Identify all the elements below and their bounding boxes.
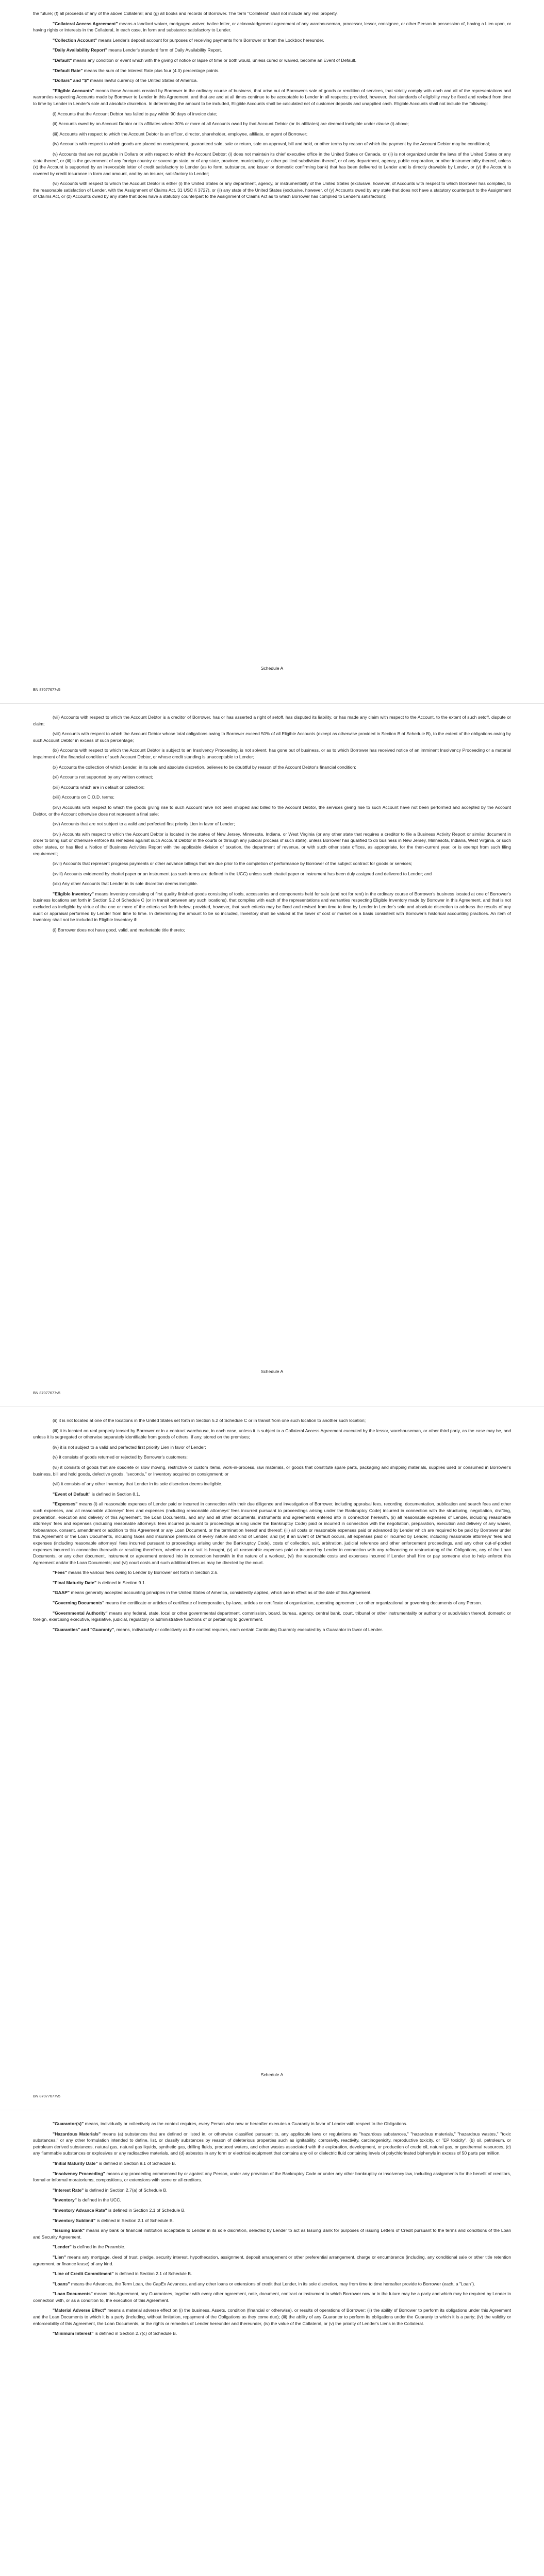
clause-paragraph — [33, 1417, 511, 1424]
definition-paragraph — [33, 47, 511, 54]
page-footer — [33, 2072, 511, 2098]
page-body — [33, 2121, 511, 2337]
paragraph-text: means a material adverse effect on (i) the business, Assets, condition (financial or otherwise), or results of operations of Borrower; (ii) the ability of Borrower to perform its obligations under this Agreement and the Loan Documents to which it is a party (including, without limitation, repayment of the Obligations as they come due); (iii) the ability of any Guarantor to perform its obligations under the Guaranty to which it is a party; (iv) the validity or enforceability of this Agreement, the Loan Documents, or the rights or remedies of Lender hereunder and thereunder, (iv) the value of the Collateral, or (v) the priority of Lender's Liens in the Collateral. — [33, 2308, 511, 2326]
paragraph-text: means those Accounts created by Borrower in the ordinary course of business, that arise out of Borrower's sale of goods or rendition of services, that strictly comply with each and all of the representations and warranties respecting Accounts made by Borrower to Lender in this Agreement, and that are and at all times continue to be acceptable to Lender in all respects; provided, however, that standards of eligibility may be fixed and revised from time to time by Lender in Lender's sole and absolute discretion. In determining the amount to be included, Eligible Accounts shall be calculated net of customer deposits and unapplied cash. Eligible Accounts shall not include the following: — [33, 88, 511, 106]
paragraph-text: is defined in Section 2.7(c) of Schedule B. — [93, 2331, 177, 2336]
schedule-label: Schedule A — [260, 2072, 284, 2077]
clause-paragraph — [33, 747, 511, 760]
document-id: BN 87077677v5 — [33, 1391, 61, 1395]
paragraph-text: (iii) it is located on real property leased by Borrower or in a contract warehouse, in each case, unless it is subject to a Collateral Access Agreement executed by the lessor, warehouseman, or other third party, as the case may be, and unless it is segregated or otherwise separately identifiable from goods of others, if any, stored on the premises; — [33, 1428, 511, 1440]
paragraph-text: (iii) Accounts with respect to which the Account Debtor is an officer, director, shareholder, employee, affiliate, or agent of Borrower; — [53, 131, 308, 137]
paragraph-text: means the Advances, the Term Loan, the CapEx Advances, and any other loans or extensions of credit that Lender, in its sole discretion, may from time to time hereafter provide to Borrower (each, a "Loan"). — [70, 2281, 475, 2286]
paragraph-text: (vi) it consists of goods that are obsolete or slow moving, restrictive or custom items, work-in-process, raw materials, or goods that constitute spare parts, packaging and shipping materials, supplies used or consumed in Borrower's business, bill and hold goods, defective goods, "seconds," or Inventory acquired on consignment; or — [33, 1464, 511, 1477]
paragraph-text: is defined in Section 2.1 of Schedule B. — [107, 2207, 186, 2213]
paragraph-text: means any proceeding commenced by or against any Person, under any provision of the Bankruptcy Code or under any other bankruptcy or insolvency law, including assignments for the benefit of creditors, formal or informal moratoriums, compositions, or extensions with some or all creditors. — [33, 2171, 511, 2183]
schedule-label: Schedule A — [260, 666, 284, 671]
schedule-label: Schedule A — [260, 1369, 284, 1374]
page-1 — [0, 0, 544, 703]
paragraph-text: means Lender's standard form of Daily Availability Report. — [107, 47, 222, 53]
definition-paragraph — [33, 2254, 511, 2267]
page-body — [33, 10, 511, 200]
definition-paragraph — [33, 37, 511, 44]
paragraph-text: (xvii) Accounts that represent progress payments or other advance billings that are due prior to the completion of performance by Borrower of the subject contract for goods or services; — [53, 861, 413, 867]
defined-term: "Initial Maturity Date" — [53, 2160, 98, 2166]
paragraph-text: means the sum of the Interest Rate plus four (4.0) percentage points. — [83, 67, 220, 73]
definition-paragraph — [33, 2171, 511, 2183]
definition-paragraph — [33, 2244, 511, 2250]
paragraph-text: means any federal, state, local or other governmental department, commission, board, bureau, agency, central bank, court, tribunal or other instrumentality or authority or subdivision thereof, domestic or foreign, exercising executive, legislative, judicial, regulatory or administrative functions of or pertaining to government. — [33, 1610, 511, 1622]
document-id: BN 87077677v5 — [33, 2094, 61, 2098]
definition-paragraph — [33, 67, 511, 74]
page-footer — [33, 1369, 511, 1395]
paragraph-text: (xiii) Accounts on C.O.D. terms; — [53, 794, 114, 800]
defined-term: "Governing Documents" — [53, 1600, 105, 1606]
paragraph-text: (v) Accounts that are not payable in Dollars or with respect to which the Account Debtor: (i) does not maintain its chief executive office in the United States or Canada, or (ii) is not organized under the laws of the United States or any state thereof, or (iii) is the government of any foreign country or sovereign state, or of any state, province, municipality, or other political subdivision thereof, or of any department, agency, public corporation, or other instrumentality thereof, unless (x) the Account is supported by an irrevocable letter of credit satisfactory to Lender (as to form, substance, and issuer or domestic confirming bank) that has been delivered to Lender and is directly drawable by Lender, or (y) the Account is covered by credit insurance in form and amount, and by an insurer, satisfactory to Lender; — [33, 151, 511, 176]
defined-term: "Line of Credit Commitment" — [53, 2271, 114, 2277]
clause-paragraph — [33, 831, 511, 857]
defined-term: "Fees" — [53, 1570, 67, 1575]
defined-term: "Final Maturity Date" — [53, 1580, 97, 1585]
paragraph-text: is defined in Section 9.1. — [96, 1580, 146, 1585]
page-body — [33, 1417, 511, 1633]
defined-term: "Issuing Bank" — [53, 2228, 85, 2233]
paragraph-text: (iv) it is not subject to a valid and perfected first priority Lien in favor of Lender; — [53, 1444, 206, 1450]
paragraph-text: (xii) Accounts which are in default or collection; — [53, 784, 145, 790]
clause-paragraph — [33, 804, 511, 817]
clause-paragraph — [33, 1481, 511, 1487]
defined-term: "Interest Rate" — [53, 2187, 84, 2193]
paragraph-text: means Lender's deposit account for purposes of receiving payments from Borrower or from the Lockbox hereunder. — [97, 37, 324, 43]
defined-term: "Event of Default" — [53, 1491, 91, 1497]
definition-paragraph — [33, 1610, 511, 1623]
clause-paragraph — [33, 860, 511, 867]
definition-paragraph — [33, 2291, 511, 2303]
paragraph-text: means (i) all reasonable expenses of Lender paid or incurred in connection with their due diligence and investigation of Borrower, including appraisal fees, recording, documentation, publication and search fees and other such expenses, and all reasonable attorneys' fees and expenses (including reasonable attorneys' fees incurred pursuant to proceedings arising under the Bankruptcy Code) incurred in connection with the structuring, negotiation, drafting, preparation, execution and delivery of this Agreement, the Loan Documents, and any and all other documents, instruments and agreements entered into in connection herewith, (ii) all reasonable expenses of Lender, including reasonable attorneys' fees and expenses (including reasonable attorneys' fees incurred pursuant to proceedings arising under the Bankruptcy Code) paid or incurred in connection with the negotiation, preparation, execution and delivery of any waiver, forbearance, consent, amendment or addition to this Agreement or any Loan Document, or the termination hereof and thereof; (iii) all costs or reasonable expenses paid or advanced by Lender which are required to be paid by Borrower under this Agreement or the Loan Documents, including taxes and insurance premiums of every nature and kind of Lender; and (iv) if an Event of Default occurs, all expenses paid or incurred by Lender, including reasonable attorneys' fees and expenses (including reasonable attorneys' fees incurred pursuant to proceedings arising under the Bankruptcy Code), costs of collection, suit, arbitration, judicial reference and other enforcement proceedings, and any other out-of-pocket expenses incurred in connection therewith or resulting therefrom, whether or not suit is brought, (v) all reasonable expenses paid or incurred by Lender in connection with any refinancing or restructuring of the Obligations, any of the Loan Documents, or any other document, instrument or agreement entered into in connection herewith in the nature of a workout, (vi) the reasonable costs and expenses incurred if Lender shall hire or pay someone else to help enforce this Agreement and/or the Loan Documents; and (vi) court costs and such additional fees as may be directed by the court. — [33, 1501, 511, 1565]
paragraph-text: (viii) Accounts with respect to which the Account Debtor whose total obligations owing to Borrower exceed 50% of all Eligible Accounts (except as otherwise provided in Section B of Schedule B), to the extent of the obligations owing by such Account Debtor in excess of such percentage; — [33, 731, 511, 743]
paragraph-text: is defined in Section 2.1 of Schedule B. — [113, 2271, 192, 2277]
clause-paragraph — [33, 111, 511, 117]
clause-paragraph — [33, 121, 511, 127]
definition-paragraph — [33, 2307, 511, 2327]
paragraph-text: (xviii) Accounts evidenced by chattel paper or an instrument (as such terms are defined in the UCC) unless such chattel paper or instrument has been duly assigned and delivered to Lender; and — [53, 871, 432, 876]
paragraph-text: (ix) Accounts with respect to which the Account Debtor is subject to an Insolvency Proceeding, is not solvent, has gone out of business, or as to which Borrower has received notice of an imminent Insolvency Proceeding or a material impairment of the financial condition of such Account Debtor, or whose credit standing is unacceptable to Lender; — [33, 748, 511, 759]
defined-term: "Inventory" — [53, 2197, 77, 2203]
paragraph-text: means lawful currency of the United States of America. — [89, 78, 198, 83]
paragraph-text: means generally accepted accounting principles in the United States of America, consistently applied, which are in effect as of the date of this Agreement. — [69, 1590, 372, 1596]
clause-paragraph — [33, 927, 511, 934]
definition-paragraph — [33, 1589, 511, 1596]
clause-paragraph — [33, 1428, 511, 1440]
clause-paragraph — [33, 794, 511, 801]
page-4 — [0, 2110, 544, 2576]
paragraph-text: (iv) Accounts with respect to which goods are placed on consignment, guaranteed sale, sale or return, sale on approval, bill and hold, or other terms by reason of which the payment by the Account Debtor may be conditional; — [53, 141, 490, 147]
defined-term: "Governmental Authority" — [53, 1610, 108, 1616]
definition-paragraph — [33, 2131, 511, 2157]
paragraph-text: is defined in the Preamble. — [71, 2244, 125, 2250]
clause-paragraph — [33, 131, 511, 138]
clause-paragraph — [33, 180, 511, 200]
paragraph-text: means the various fees owing to Lender by Borrower set forth in Section 2.6. — [67, 1570, 219, 1575]
defined-term: "Hazardous Materials" — [53, 2131, 101, 2137]
defined-term: "Loans" — [53, 2281, 70, 2286]
definition-paragraph — [33, 77, 511, 84]
defined-term: "GAAP" — [53, 1590, 70, 1596]
paragraph-text: (xvi) Accounts with respect to which the Account Debtor is located in the states of New Jersey, Minnesota, Indiana, or West Virginia (or any other state that requires a creditor to file a Business Activity Report or similar document in order to bring suit or otherwise enforce its remedies against such Account Debtor in the courts or through any judicial process of such state), unless Borrower has qualified to do business in New Jersey, Minnesota, Indiana, West Virginia, or such other states, or has filed a Notice of Business Activities Report with the applicable division of taxation, the department of revenue, or with such other state offices, as appropriate, for the then-current year, or is exempt from such filing requirement; — [33, 831, 511, 856]
clause-paragraph — [33, 10, 511, 17]
definition-paragraph — [33, 2330, 511, 2337]
definition-paragraph — [33, 2281, 511, 2287]
defined-term: "Eligible Accounts" — [53, 88, 94, 93]
clause-paragraph — [33, 821, 511, 827]
definition-paragraph — [33, 2197, 511, 2204]
definition-paragraph — [33, 2217, 511, 2224]
paragraph-text: is defined in Section 2.1 of Schedule B. — [95, 2217, 174, 2223]
definition-paragraph — [33, 2187, 511, 2194]
defined-term: "Expenses" — [53, 1501, 78, 1507]
defined-term: "Lien" — [53, 2254, 66, 2260]
paragraph-text: the future; (f) all proceeds of any of the above Collateral; and (g) all books and records of Borrower. The term "Collateral" shall not include any real property. — [33, 11, 338, 16]
definition-paragraph — [33, 1501, 511, 1566]
clause-paragraph — [33, 151, 511, 177]
definition-paragraph — [33, 21, 511, 33]
definition-paragraph — [33, 891, 511, 923]
paragraph-text: (xi) Accounts not supported by any written contract; — [53, 774, 153, 780]
paragraph-text: (ii) Accounts owed by an Account Debtor or its affiliates where 30% or more of all Accounts owed by that Account Debtor (or its affiliates) are deemed ineligible under clause (i) above; — [53, 121, 409, 127]
defined-term: "Default" — [53, 57, 72, 63]
definition-paragraph — [33, 2270, 511, 2277]
definition-paragraph — [33, 1491, 511, 1498]
paragraph-text: is defined in the UCC. — [76, 2197, 121, 2203]
clause-paragraph — [33, 784, 511, 791]
paragraph-text: is defined in Section 2.7(a) of Schedule B. — [84, 2187, 168, 2193]
page-3 — [0, 1406, 544, 2110]
definition-paragraph — [33, 2207, 511, 2214]
defined-term: "Guaranties" and "Guaranty" — [53, 1626, 114, 1632]
defined-term: "Lender" — [53, 2244, 72, 2250]
definition-paragraph — [33, 1600, 511, 1606]
defined-term: "Inventory Advance Rate" — [53, 2207, 107, 2213]
page-2 — [0, 703, 544, 1406]
defined-term: "Collection Account" — [53, 37, 97, 43]
defined-term: "Inventory Sublimit" — [53, 2217, 96, 2223]
clause-paragraph — [33, 1444, 511, 1451]
defined-term: "Daily Availability Report" — [53, 47, 107, 53]
paragraph-text: means, individually or collectively as the context requires, every Person who now or hereafter executes a Guaranty in favor of Lender with respect to the Obligations. — [84, 2121, 407, 2126]
paragraph-text: (i) Accounts that the Account Debtor has failed to pay within 90 days of invoice date; — [53, 111, 218, 116]
defined-term: "Eligible Inventory" — [53, 891, 94, 896]
paragraph-text: (x) Accounts the collection of which Lender, in its sole and absolute discretion, believes to be doubtful by reason of the Account Debtor's financial condition; — [53, 764, 356, 770]
clause-paragraph — [33, 871, 511, 877]
clause-paragraph — [33, 1454, 511, 1461]
clause-paragraph — [33, 774, 511, 781]
paragraph-text: means this Agreement, any Guarantees, together with every other agreement, note, document, contract or instrument to which Borrower now or in the future may be a party and which may be required by Lender in connection with, or as a condition to, the execution of this Agreement. — [33, 2291, 511, 2303]
definition-paragraph — [33, 88, 511, 107]
paragraph-text: means the certificate or articles of certificate of incorporation, by-laws, articles or certificate of organization, operating agreement, or other organizational or governing documents of any Person. — [104, 1600, 482, 1606]
paragraph-text: means a landlord waiver, mortgagee waiver, bailee letter, or acknowledgement agreement of any warehouseman, processor, lessor, consignee, or other Person in possession of, having a Lien upon, or having rights or interests in the Collateral, in each case, in form and substance satisfactory to Lender. — [33, 21, 511, 33]
paragraph-text: , means, individually or collectively as the context requires, each certain Continuing Guaranty executed by a Guarantor in favor of Lender. — [113, 1626, 383, 1632]
definition-paragraph — [33, 1626, 511, 1633]
paragraph-text: (vii) Accounts with respect to which the Account Debtor is a creditor of Borrower, has or has asserted a right of setoff, has disputed its liability, or has made any claim with respect to the Account, to the extent of such setoff, dispute or claim; — [33, 715, 511, 726]
clause-paragraph — [33, 714, 511, 727]
paragraph-text: (xv) Accounts that are not subject to a valid and perfected first priority Lien in favor of Lender; — [53, 821, 235, 827]
definition-paragraph — [33, 2227, 511, 2240]
clause-paragraph — [33, 731, 511, 743]
document-id: BN 87077677v5 — [33, 687, 61, 692]
definition-paragraph — [33, 57, 511, 64]
paragraph-text: means (a) substances that are defined or listed in, or otherwise classified pursuant to, any applicable laws or regulations as "hazardous substances," "hazardous materials," "hazardous wastes," "toxic substances," or any other formulation intended to define, list, or classify substances by reason of deleterious properties such as ignitability, corrosivity, reactivity, carcinogenicity, reproductive toxicity, or "EP toxicity", (b) oil, petroleum, or petroleum derived substances, natural gas, natural gas liquids, synthetic gas, drilling fluids, produced waters, and other wastes associated with the exploration, development, or production of crude oil, natural gas, or geothermal resources, (c) any flammable substances or explosives or any radioactive materials, and (d) asbestos in any form or electrical equipment that contains any oil or dielectric fluid containing levels of polychlorinated biphenyls in excess of 50 parts per million. — [33, 2131, 511, 2156]
definition-paragraph — [33, 2121, 511, 2127]
paragraph-text: means any mortgage, deed of trust, pledge, security interest, hypothecation, assignment, deposit arrangement or other preferential arrangement, charge or encumbrance (including, any conditional sale or other title retention agreement, or finance lease) of any kind. — [33, 2254, 511, 2266]
defined-term: "Collateral Access Agreement" — [53, 21, 118, 26]
defined-term: "Insolvency Proceeding" — [53, 2171, 105, 2176]
paragraph-text: (ii) it is not located at one of the locations in the United States set forth in Section 5.2 of Schedule C or in transit from one such location to another such location; — [53, 1418, 366, 1423]
paragraph-text: means any condition or event which with the giving of notice or lapse of time or both would, unless cured or waived, become an Event of Default. — [72, 57, 357, 63]
paragraph-text: (vii) it consists of any other Inventory that Lender in its sole discretion deems ineligible. — [53, 1481, 223, 1487]
paragraph-text: (xix) Any other Accounts that Lender in its sole discretion deems ineligible. — [53, 881, 198, 887]
definition-paragraph — [33, 2160, 511, 2167]
paragraph-text: (v) it consists of goods returned or rejected by Borrower's customers; — [53, 1454, 188, 1460]
defined-term: "Default Rate" — [53, 67, 83, 73]
definition-paragraph — [33, 1569, 511, 1576]
defined-term: "Material Adverse Effect" — [53, 2308, 106, 2313]
clause-paragraph — [33, 141, 511, 147]
defined-term: "Loan Documents" — [53, 2291, 93, 2297]
paragraph-text: (xiv) Accounts with respect to which the goods giving rise to such Account have not been shipped and billed to the Account Debtor, the services giving rise to such Account have not been performed and accepted by the Account Debtor, or the Account otherwise does not represent a final sale; — [33, 804, 511, 817]
definition-paragraph — [33, 1580, 511, 1586]
defined-term: "Dollars" and "$" — [53, 78, 89, 83]
paragraph-text: (vi) Accounts with respect to which the Account Debtor is either (i) the United States or any department, agency, or instrumentality of the United States (exclusive, however, of Accounts with respect to which Borrower has complied, to the reasonable satisfaction of Lender, with the Assignment of Claims Act, 31 USC § 3727), or (ii) any state of the United States (exclusive, however, of (y) Accounts owed by any state that does not have a statutory counterpart to the Assignment of Claims Act, or (z) Accounts owed by any state that does have a statutory counterpart to the Assignment of Claims Act as to which Borrower has complied to Lender's satisfaction); — [33, 181, 511, 199]
page-footer — [33, 666, 511, 692]
paragraph-text: (i) Borrower does not have good, valid, and marketable title thereto; — [53, 927, 185, 933]
defined-term: "Minimum Interest" — [53, 2331, 94, 2336]
clause-paragraph — [33, 1464, 511, 1477]
clause-paragraph — [33, 880, 511, 887]
paragraph-text: is defined in Section 8.1. — [90, 1491, 140, 1497]
clause-paragraph — [33, 764, 511, 771]
paragraph-text: means Inventory consisting of first quality finished goods consisting of tools, accessories and components held for sale (and not for rent) in the ordinary course of Borrower's business located at one of Borrower's business locations set forth in Section 5.2 of Schedule C (or in transit between any such locations), that complies with each of the representations and warranties respecting Eligible Inventory made by Borrower in this Agreement, and that is not excluded as ineligible by virtue of the one or more of the criteria set forth below; provided, however, that such criteria may be fixed and revised from time to time by Lender in Lender's sole and absolute discretion to address the results of any audit or appraisal performed by Lender from time to time. In determining the amount to be so included, Inventory shall be valued at the lower of cost or market on a basis consistent with Borrower's historical accounting practices. An item of Inventory shall not be included in Eligible Inventory if: — [33, 891, 511, 923]
defined-term: "Guarantor(s)" — [53, 2121, 84, 2126]
paragraph-text: is defined in Section 9.1 of Schedule B. — [97, 2160, 176, 2166]
page-body — [33, 714, 511, 933]
paragraph-text: means any bank or financial institution acceptable to Lender in its sole discretion, selected by Lender to act as Issuing Bank for purposes of issuing Letters of Credit pursuant to the terms and conditions of the Loan and Security Agreement. — [33, 2228, 511, 2240]
